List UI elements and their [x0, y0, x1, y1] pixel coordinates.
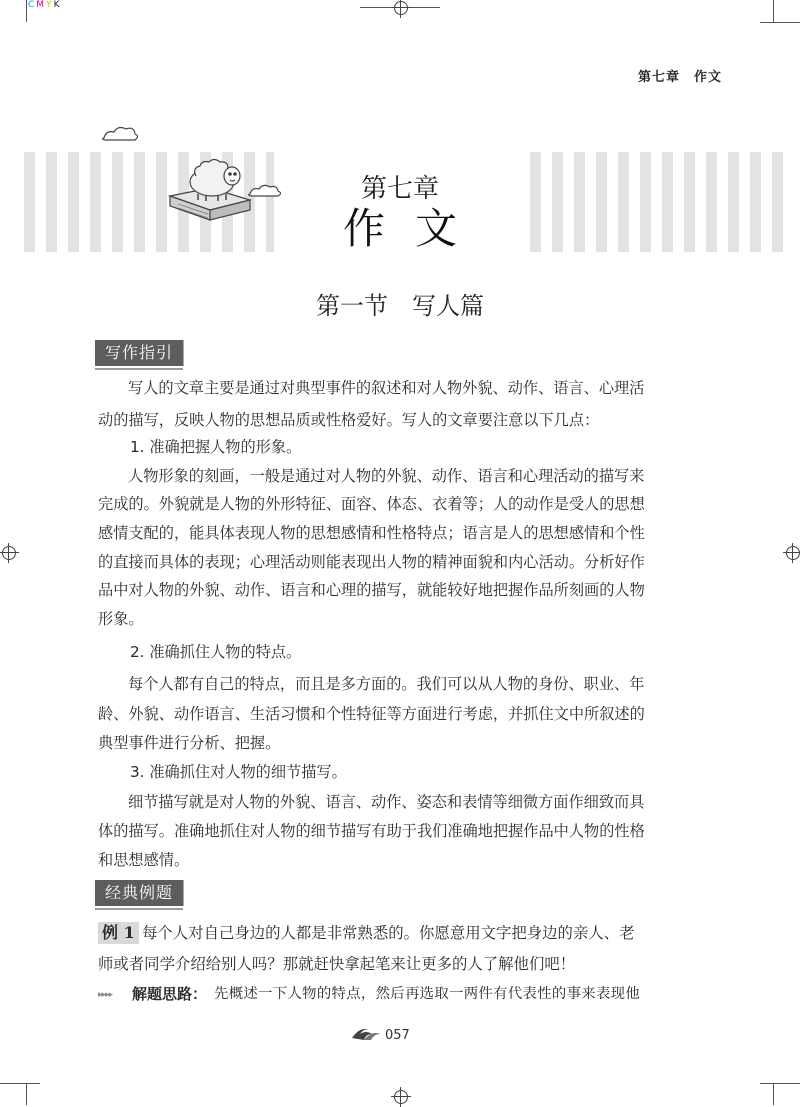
running-head: 第七章 作文: [637, 70, 722, 85]
example-line: 每个人对自己身边的人都是非常熟悉的。你愿意用文字把身边的亲人、老: [142, 924, 635, 942]
cmyk-color-bar: CMYK: [28, 0, 62, 10]
guide-line: 动的描写，反映人物的思想品质或性格爱好。写人的文章要注意以下几点：: [98, 411, 600, 429]
guide-point-3: 3. 准确抓住对人物的细节描写。: [130, 763, 347, 781]
crop-mark: [773, 0, 774, 22]
example-line: 师或者同学介绍给别人吗？那就赶快拿起笔来让更多的人了解他们吧！: [98, 955, 576, 973]
writing-guide-tag: 写作指引: [95, 340, 183, 366]
guide-line: 的直接而具体的表现；心理活动则能表现出人物的精神面貌和内心活动。分析好作: [98, 553, 645, 571]
guide-line: 细节描写就是对人物的外貌、语言、动作、姿态和表情等细微方面作细致而具: [128, 793, 645, 811]
guide-line: 人物形象的刻画，一般是通过对人物的外貌、动作、语言和心理活动的描写来: [128, 467, 645, 485]
guide-point-2: 2. 准确抓住人物的特点。: [130, 643, 302, 661]
hint-label: 解题思路：: [132, 985, 208, 1003]
hint-text: 先概述一下人物的特点，然后再选取一两件有代表性的事来表现他: [214, 986, 641, 1002]
guide-point-1: 1. 准确把握人物的形象。: [130, 438, 302, 456]
swoosh-ornament-icon: [350, 1024, 382, 1044]
guide-line: 感情支配的，能具体表现人物的思想感情和性格特点；语言是人的思想感情和个性: [98, 524, 645, 542]
guide-line: 典型事件进行分析、把握。: [98, 734, 281, 752]
guide-line: 形象。: [98, 610, 144, 628]
crop-mark: [760, 1083, 800, 1084]
chapter-number: 第七章: [360, 174, 439, 204]
guide-line: 和思想感情。: [98, 851, 190, 869]
guide-line: 写人的文章主要是通过对典型事件的叙述和对人物外貌、动作、语言、心理活: [128, 379, 645, 397]
example-label: 例 1: [98, 922, 139, 944]
guide-line: 龄、外貌、动作语言、生活习惯和个性特征等方面进行考虑，并抓住文中所叙述的: [98, 705, 645, 723]
section-title: 第一节 写人篇: [316, 292, 484, 320]
guide-line: 完成的。外貌就是人物的外形特征、面容、体态、衣着等；人的动作是受人的思想: [98, 495, 645, 513]
crop-mark: [26, 0, 27, 22]
hint-arrow-icon: ▸▸▸▸: [98, 990, 113, 1000]
guide-line: 体的描写。准确地抓住对人物的细节描写有助于我们准确地把握作品中人物的性格: [98, 822, 645, 840]
classic-examples-tag: 经典例题: [95, 880, 183, 906]
registration-mark: [2, 546, 16, 560]
crop-mark: [26, 1083, 27, 1105]
registration-mark: [394, 1090, 408, 1104]
guide-line: 品中对人物的外貌、动作、语言和心理的描写，就能较好地把握作品所刻画的人物: [98, 581, 645, 599]
crop-mark: [760, 22, 800, 23]
cloud-icon: [103, 128, 138, 140]
crop-mark: [773, 1083, 774, 1105]
registration-mark: [394, 1, 408, 15]
chapter-title: 作文: [342, 204, 487, 253]
crop-mark: [0, 1083, 40, 1084]
registration-mark: [786, 546, 800, 560]
page-number: 057: [385, 1028, 410, 1043]
guide-line: 每个人都有自己的特点，而且是多方面的。我们可以从人物的身份、职业、年: [128, 675, 645, 693]
